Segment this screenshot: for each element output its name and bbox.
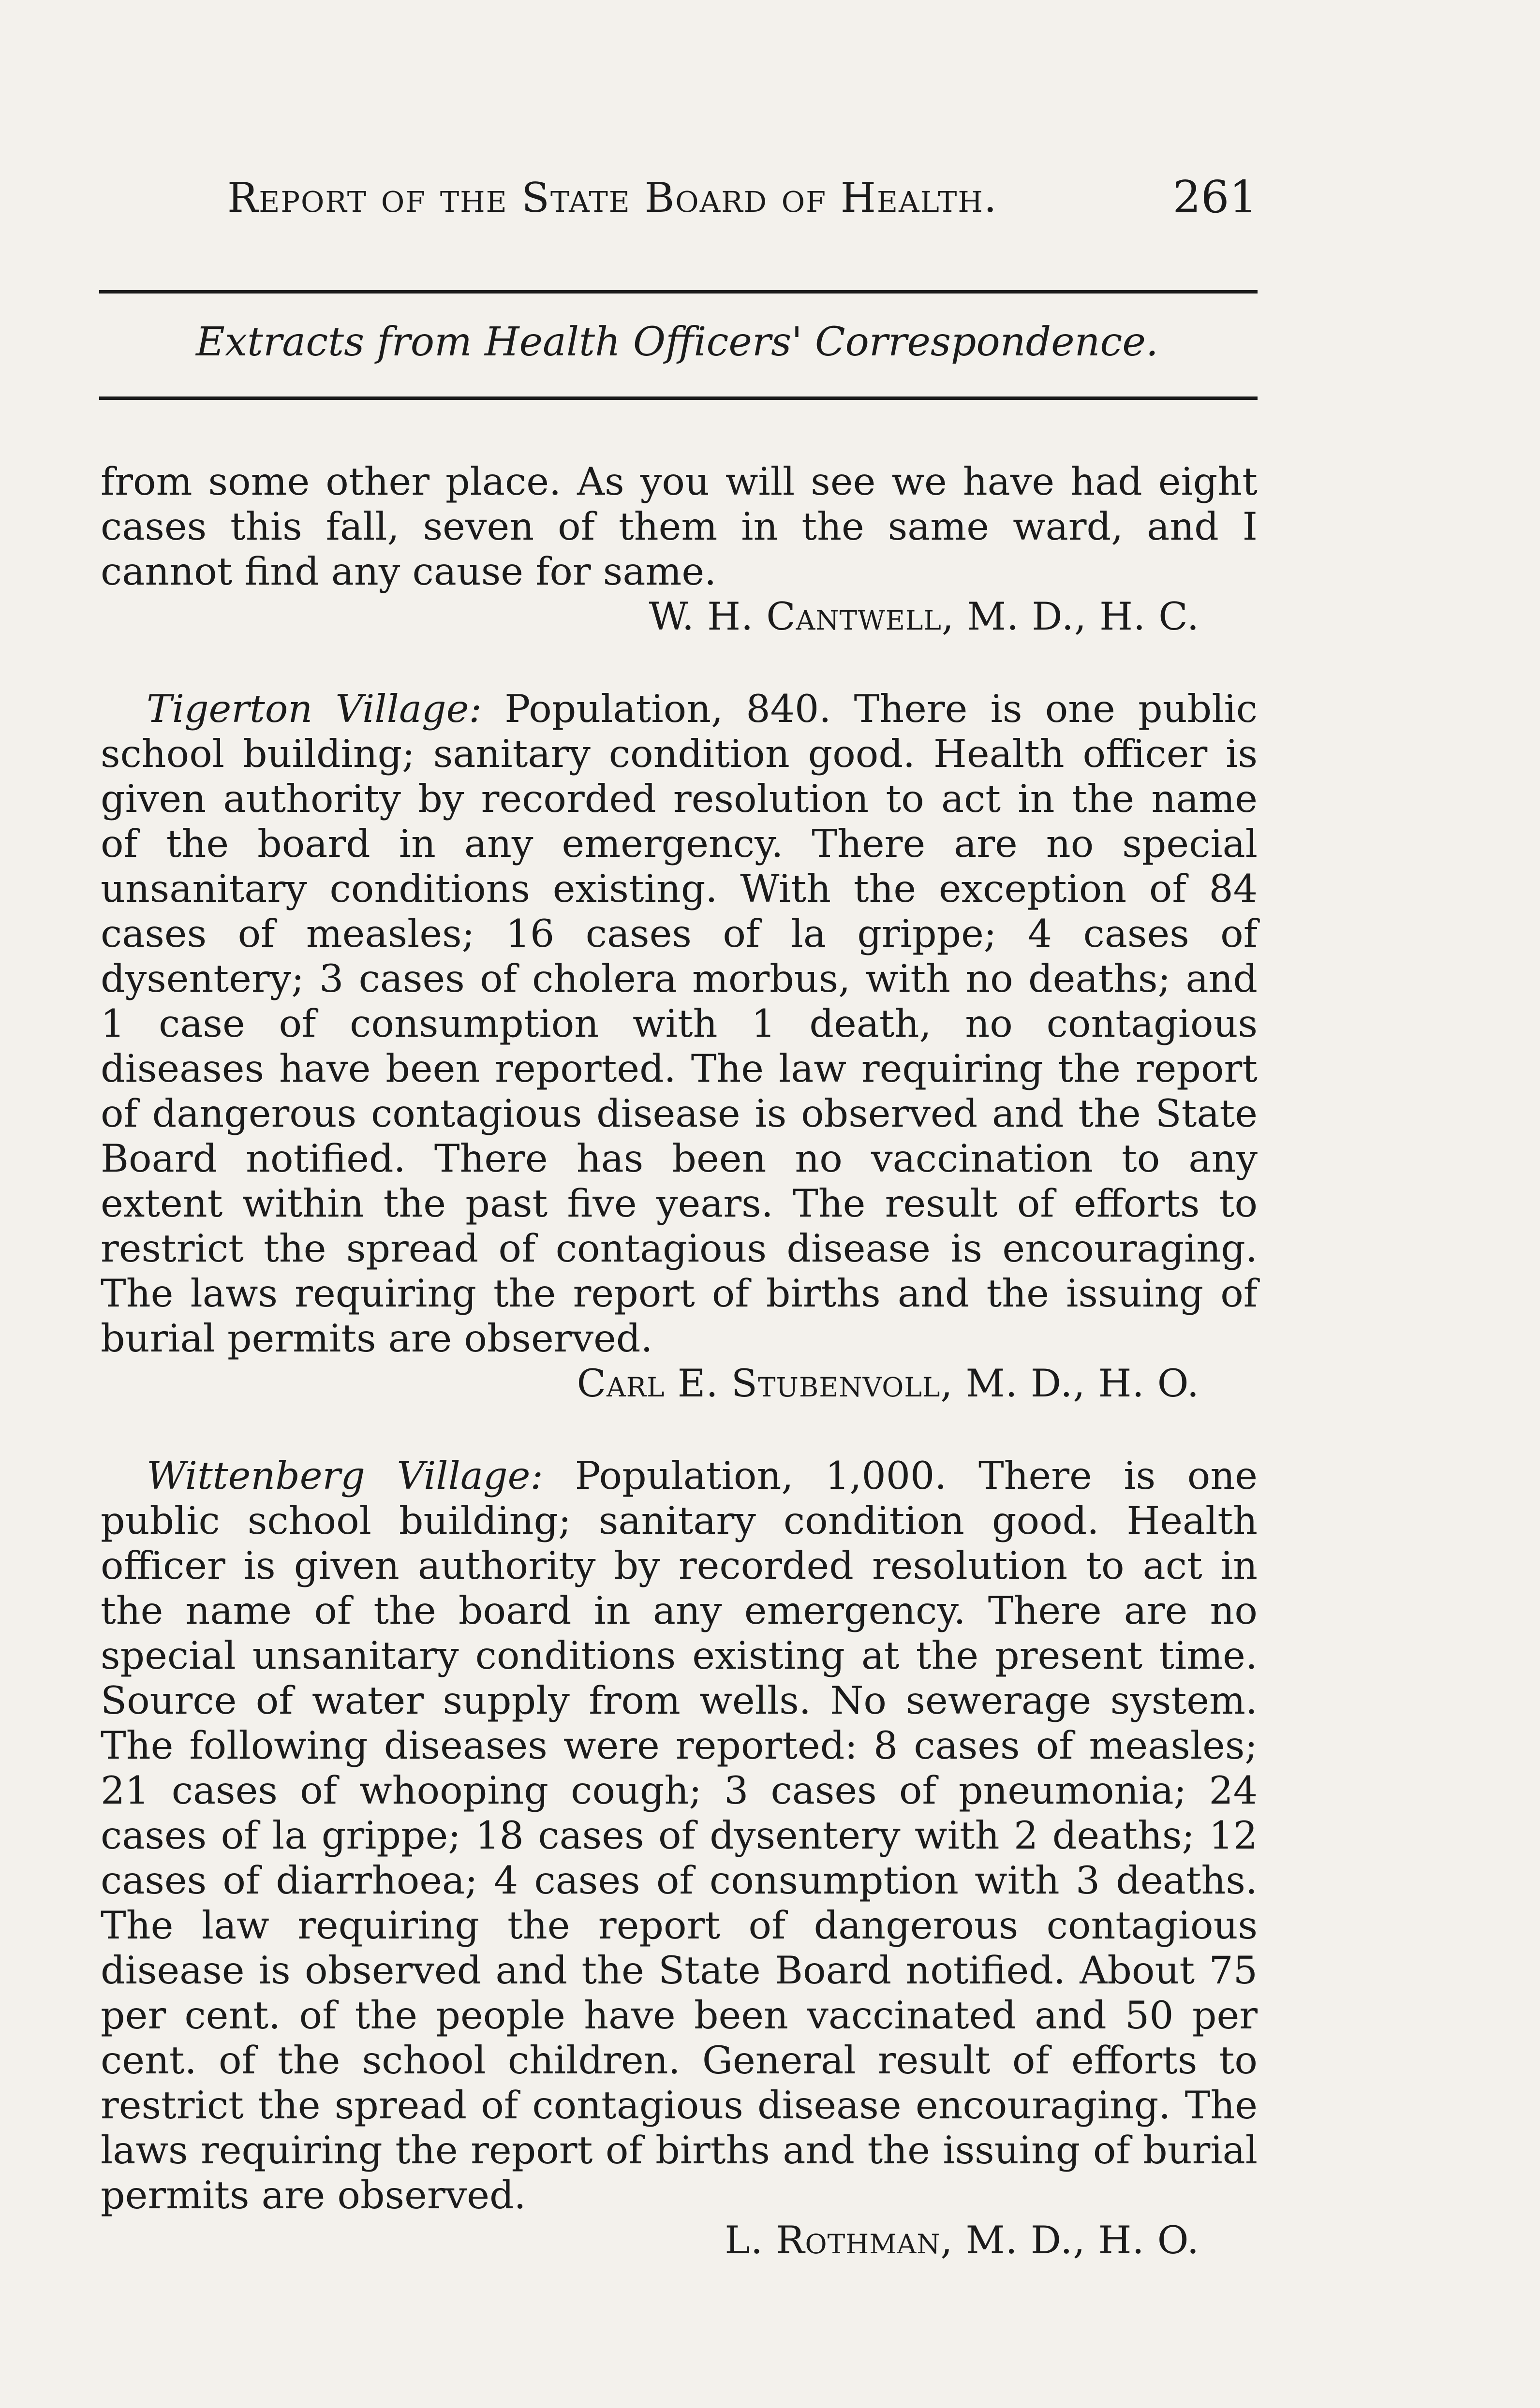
paragraph-gap (101, 639, 1258, 687)
signature-rothman: L. Rothman, M. D., H. O. (725, 2218, 1199, 2262)
page-number: 261 (1172, 171, 1258, 223)
continued-paragraph (101, 459, 1258, 594)
wittenberg-paragraph (101, 1454, 1258, 2218)
place-name: Tigerton Village: (147, 687, 482, 731)
paragraph-text: from some other place. As you will see we have had eight cases this fall, seven of them in the same ward, and I cannot find any cause for same. (101, 459, 1258, 594)
page-header (97, 171, 1258, 227)
paragraph-gap (101, 1406, 1258, 1454)
header-rule-bottom (99, 396, 1258, 400)
paragraph-text: Population, 1,000. There is one public school building; sanitary condition good. Health officer is given authority by recorded resolution to act in the name of the board in any emergency. There are no special unsanitary conditions existing at the present time. Source of water supply from wells. No sewerage system. The following diseases were reported: 8 cases of measles; 21 cases of whooping cough; 3 cases of pneumonia; 24 cases of la grippe; 18 cases of dysentery with 2 deaths; 12 cases of diarrhoea; 4 cases of consumption with 3 deaths. The law requiring the report of dangerous contagious disease is observed and the State Board notified. About 75 per cent. of the people have been vaccinated and 50 per cent. of the school children. General result of efforts to restrict the spread of contagious disease encouraging. The laws requiring the report of births and the issuing of burial permits are observed. (101, 1454, 1258, 2217)
paragraph-text: Population, 840. There is one public school building; sanitary condition good. Health officer is given authority by recorded resolution to act in the name of the board in any emergency. There are no special unsanitary conditions existing. With the exception of 84 cases of measles; 16 cases of la grippe; 4 cases of dysentery; 3 cases of cholera morbus, with no deaths; and 1 case of consumption with 1 death, no contagious diseases have been reported. The law requiring the report of dangerous contagious disease is observed and the State Board notified. There has been no vaccination to any extent within the past five years. The result of efforts to restrict the spread of contagious disease is encouraging. The laws requiring the report of births and the issuing of burial permits are observed. (101, 687, 1258, 1361)
running-title: Report of the State Board of Health. (227, 174, 998, 221)
section-title: Extracts from Health Officers' Correspondence. (196, 319, 1158, 365)
header-rule-top (99, 290, 1258, 294)
signature-stubenvoll: Carl E. Stubenvoll, M. D., H. O. (577, 1361, 1199, 1406)
place-name: Wittenberg Village: (147, 1454, 543, 1498)
tigerton-paragraph (101, 687, 1258, 1361)
signature-cantwell: W. H. Cantwell, M. D., H. C. (649, 594, 1199, 639)
page-body (101, 459, 1258, 2263)
